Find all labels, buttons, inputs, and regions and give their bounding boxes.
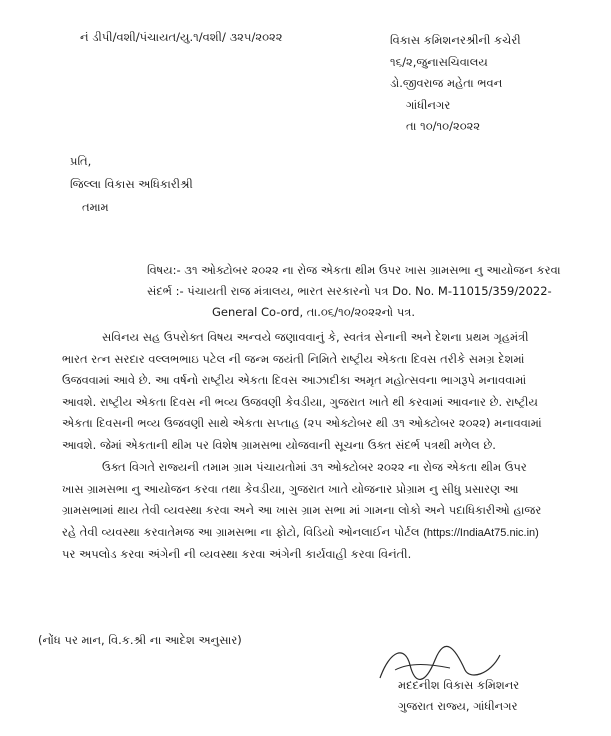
paragraph-2 (62, 457, 541, 566)
paragraph-line: સવિનય સહ ઉપરોક્ત વિષય અન્વયે જણાવવાનું કે, સ્વતંત્ર સેનાની અને દેશના પ્રથમ ગૃહમંત્રી (102, 330, 529, 344)
note-line: (નોંધ પર માન, વિ.ક.શ્રી ના આદેશ અનુસાર) (38, 633, 242, 647)
paragraph-line: એકતા દિવસની ભવ્ય ઉજવણી સાથે એકતા સપ્તાહ (૨૫ ઓક્ટોબર થી ૩૧ ઓક્ટોબર ૨૦૨૨) મનાવવામાં (62, 416, 542, 430)
reference-continuation: General Co-ord, તા.૦૬/૧૦/૨૦૨૨નો પત્ર. (212, 305, 416, 319)
recipient-prefix: પ્રતિ, (70, 154, 92, 168)
office-bhavan: ડો.જીવરાજ મહેતા ભવન (390, 76, 503, 90)
paragraph-line: રહે તેવી વ્યવસ્થા કરવાતેમજ આ ગ્રામસભા ના ફોટો, વિડિયો ઓનલાઈન પોર્ટલ (62, 524, 420, 539)
reference-line: સંદર્ભ :- પંચાયતી રાજ મંત્રાલય, ભારત સરકારનો પત્ર Do. No. M-11015/359/2022- (147, 284, 552, 298)
paragraph-line-with-url (62, 522, 541, 545)
recipient-scope: તમામ (82, 200, 109, 214)
office-address (390, 30, 521, 138)
signatory-title: મદદનીશ વિકાસ કમિશનર (398, 678, 520, 692)
paragraph-line: આવશે. રાષ્ટ્રીય એકતા દિવસ ની ભવ્ય ઉજવણી કેવડીયા, ગુજરાત ખાતે થી કરવામાં આવનાર છે. રાષ્ટ્રીય (62, 394, 538, 409)
office-name: વિકાસ કમિશનરશ્રીની કચેરી (390, 33, 521, 47)
recipient-title: જિલ્લા વિકાસ અધિકારીશ્રી (70, 177, 193, 191)
office-building: ૧૬/૨,જુનાસચિવાલય (390, 54, 488, 69)
letter-date: તા ૧૦/૧૦/૨૦૨૨ (406, 119, 481, 133)
paragraph-line: ગ્રામસભામાં થાય તેવી વ્યવસ્થા કરવા અને આ ખાસ ગ્રામ સભા માં ગામના લોકો અને પદાધિકારીઓ હાજર (62, 503, 542, 517)
signatory-place: ગુજરાત રાજ્ય, ગાંધીનગર (398, 699, 518, 713)
recipient-block (70, 150, 193, 219)
paragraph-line: પર અપલોડ કરવા અંગેની ની વ્યવસ્થા કરવા અંગેની કાર્યવાહી કરવા વિનંતી. (62, 547, 412, 561)
paragraph-line: ઉજવવામાં આવે છે. આ વર્ષનો રાષ્ટ્રીય એકતા દિવસ આઝાદીકા અમૃત મહોત્સવના ભાગરૂપે મનાવવામાં (62, 373, 527, 387)
signature-block (398, 675, 519, 717)
office-city: ગાંધીનગર (406, 97, 451, 112)
paragraph-line: આવશે. જેમાં એકતાની થીમ પર વિશેષ ગ્રામસભા યોજવાની સૂચના ઉક્ત સંદર્ભ પત્રથી મળેલ છે. (62, 437, 496, 452)
paragraph-1 (62, 327, 542, 456)
subject-line: વિષય:- ૩૧ ઓક્ટોબર ૨૦૨૨ ના રોજ એકતા થીમ ઉપર ખાસ ગ્રામસભા નુ આયોજન કરવા (147, 263, 561, 277)
paragraph-line: ભારત રત્ન સરદાર વલ્લભભાઇ પટેલ ની જન્મ જયંતી નિમિતે રાષ્ટ્રીય એકતા દિવસ તરીકે સમગ્ર દેશમાં (62, 351, 525, 366)
paragraph-line: ઉક્ત વિગતે રાજ્યની તમામ ગ્રામ પંચાયતોમાં ૩૧ ઓક્ટોબર ૨૦૨૨ ના રોજ એકતા થીમ ઉપર (102, 460, 527, 474)
subject-block (147, 260, 561, 323)
portal-url: (https://IndiaAt75.nic.in) (423, 526, 539, 539)
reference-number: નં ડીપી/વશી/પંચાયત/યુ.૧/વશી/ ૩૨૫/૨૦૨૨ (80, 30, 283, 44)
paragraph-line: ખાસ ગ્રામસભા નુ આયોજન કરવા તથા કેવડીયા, ગુજરાત ખાતે યોજનાર પ્રોગ્રામ નુ સીધુ પ્રસારણ આ (62, 481, 519, 496)
